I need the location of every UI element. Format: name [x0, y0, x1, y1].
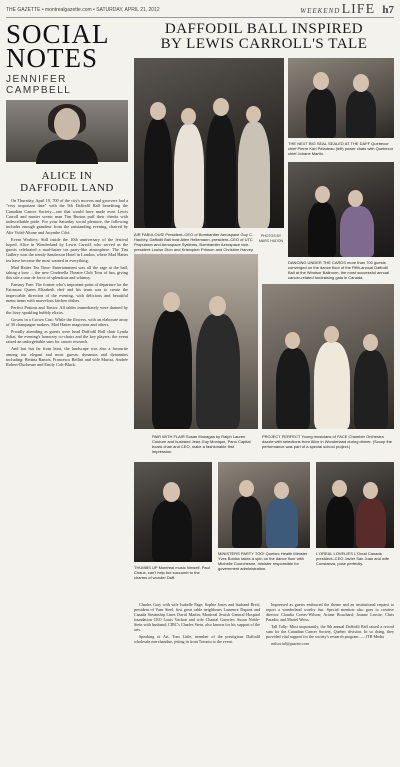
- photo-project-perfect: [262, 284, 394, 429]
- photo-face: [54, 108, 80, 140]
- caption-dancing-under-the-cards: DANCING UNDER THE CARDS more than 700 guests converged on the dance floor of the Fifth-annual Daffodil Ball at the Windsor Ballroom, the most successful annual cancer-related fundraising gala in Canada.: [288, 260, 389, 280]
- photo-pair-with-flair: [134, 254, 258, 429]
- photo-air-fabulous: [134, 58, 284, 228]
- caption-next-big-seal: THE NEXT BIG SEAL SEALED AT THE DAFF Quebecor chief Pierre Karl Péladeau (left) power chats with Quebecor chief Johane Martin.: [288, 141, 394, 156]
- column-title-line: NOTES: [6, 43, 98, 73]
- feature-body-col-1: [134, 602, 260, 646]
- column-title: [6, 19, 128, 73]
- byline-last: CAMPBELL: [6, 85, 72, 96]
- body-paragraph: Tall Tally: Most importantly, the 9th annual Daffodil Ball raised a record sum for the Canadian Cancer Society, Quebec division. In so doing, they provided vital support for the society's research program. — JTB Media: [266, 623, 394, 640]
- section-weekend: WEEKEND: [300, 7, 341, 15]
- photo-next-big-seal: [288, 58, 394, 138]
- section-life: LIFE: [341, 2, 376, 17]
- feature-body-col-2: [266, 602, 394, 647]
- photo-dancing-under-the-cards: [288, 162, 394, 257]
- body-paragraph: Speaking of Art, Tom Little, member of the prestigious Daffodil wholesale merchandise, jetting in from Toronto to the event.: [134, 634, 260, 645]
- caption-ministers-party: MINISTERS PARTY TOO! Quebec Health Minister Yves Bolduc takes a spin on the dance floor with Michelle Courchesne, minister responsible for government administration.: [218, 551, 308, 571]
- body-paragraph: Perfect Potions and Tonics: All tables immediately were drained by the fizzy sparkling bubbly elixirs.: [6, 304, 128, 315]
- photo-shoulders: [36, 140, 98, 164]
- feature-headline-line: BY LEWIS CARROLL'S TALE: [160, 36, 368, 52]
- caption-project-perfect: PROJECT PERFECT Young musicians of FACE Chamber Orchestra dazzle with selections from Alice in Wonderland during dinner. (Scoop the performance was part of a special school project.): [262, 434, 392, 449]
- column-headline-line: DAFFODIL LAND: [20, 182, 114, 194]
- contact-email: mtlsocial@gazette.com: [271, 640, 310, 646]
- column-headline: [6, 170, 128, 194]
- body-paragraph: And last but far from least, the landscape was also a favourite among our elegant and most guests; dynamos and dynamites including: Bettina Ramos, Francesco Bellini and wife Marisa, Andrée Robert-Duchesne and Emily Colt-Black.: [6, 346, 128, 368]
- byline: [6, 74, 128, 96]
- body-paragraph: Impressed as guests embraced the theme and an institutional request to report a wonderland worthy fun. Special mention also goes to creative director Claudia Cortes-Wilson; Ariane Bouchard; Joanne Lavoie; Chris Paradis; and Mariel Weiss.: [266, 602, 394, 623]
- photo-loreal-lovelies: [316, 462, 394, 548]
- body-paragraph: Event Workers: Still inside the 10th anniversary of the festival hoped. Alice in Wonderland by Lewis Carroll, who served as the guests celebrated a mad-hatter tea party-like atmosphere. The Tim Gallery won the trendy Sanderson Hotel in London, where Mad Hatter tea have become the most wanted in everything.: [6, 236, 128, 263]
- body-paragraph: Mad Hatter Tea Time: Entertainment was all the rage at the ball, taking a bow ... the new Cinderella Theatre Club Tons of fun, giving this tale a tour de force of splendour and whimsy.: [6, 264, 128, 281]
- photo-credit: PHOTOS BY MARC HUDON: [258, 234, 284, 243]
- body-paragraph: Gowns in a Crown Cast: While the flowers, with an elaborate array of 30 champagne makers, Mad Hatter magicians and others.: [6, 316, 128, 328]
- masthead: [6, 2, 394, 18]
- body-paragraph: Charles Gray with wife Isabelle Page; Sophie Jones and husband Brett; president of Vans Steel, first great cable neighbours Laurence Dupont and Canada Steamship Lines David Martin; Montreal Jewish General Hospital foundation CEO Louis Vachon and wife Chantal Guerrier; Susan Noble-Stein with husband; CIBC's Charles Stein, also known for his support of the arts.: [134, 602, 260, 633]
- caption-air-fabulous: AIR FABULOUS! President–CEO of Bombardier Aerospace Guy C. Hachey, Daffodil Ball host Allen Hellemann, president–CEO of UTC Propulsion and Aerospace Systems, Bombardier Aerospace vice-president Louise Dion and Kristopher Prinson and Christine Harvey: [134, 232, 253, 252]
- section-flag: [300, 2, 394, 18]
- column-body: [6, 198, 128, 367]
- masthead-dateline: THE GAZETTE • montrealgazette.com • SATURDAY, APRIL 21, 2012: [6, 7, 160, 13]
- columnist-photo: [6, 100, 128, 162]
- byline-first: JENNIFER: [6, 74, 67, 85]
- body-paragraph: Proudly attending as guests were head Daffodil Ball chair Lynda Joliat, the evening's honorary co-chairs and the key players; the event raised an unforgettable sum for cancer research.: [6, 328, 128, 345]
- body-paragraph: On Thursday, April 19, 700 of the city's movers and groovers had a "very important date" with the 9th Daffodil Ball benefiting the Canadian Cancer Society—one that would have made even Lewis Carroll and master scenic man Tim Burton puff their cheeks with indescribable pride. For your Saturday social pleasure, the following includes enough grandeur from the outstanding evening, chaired by Alie Vidal-Altone and Jacynthe Côté.: [6, 198, 128, 235]
- photo-ministers-party: [218, 462, 310, 548]
- caption-thumbs-up: THUMBS UP Montreal music himself, Paul Chaux, can't help but succumb to the charms of wonder Daff.: [134, 565, 210, 580]
- column-headline-line: ALICE IN: [41, 170, 93, 182]
- social-notes-column: [6, 19, 128, 761]
- photo-thumbs-up: [134, 462, 212, 562]
- page-number: h7: [382, 4, 394, 16]
- caption-loreal-lovelies: L'OREAL LOVELIES L'Oreal Canada president–CEO Javier San Juan and wife Constanza, pose perfectly.: [316, 551, 390, 566]
- body-paragraph: Fantasy Fare: The former who's important point of departure for the Fairmont Queen Elizabeth chef and his team was to create the impeccable direction of the evening, with delicious and beautiful menu items with marvelous kitchen dishes.: [6, 281, 128, 303]
- feature-headline-line: DAFFODIL BALL INSPIRED: [164, 21, 364, 37]
- column-title-line: SOCIAL: [6, 19, 110, 49]
- feature-area: [134, 22, 394, 761]
- caption-pair-with-flair: PAIR WITH FLAIR Susan Monagas by Ralph Lauren Couture and husband Jean-Guy Monique, Panu Capital board chair and CEO, make a fashionable first impression.: [152, 434, 251, 454]
- feature-headline: [134, 22, 394, 52]
